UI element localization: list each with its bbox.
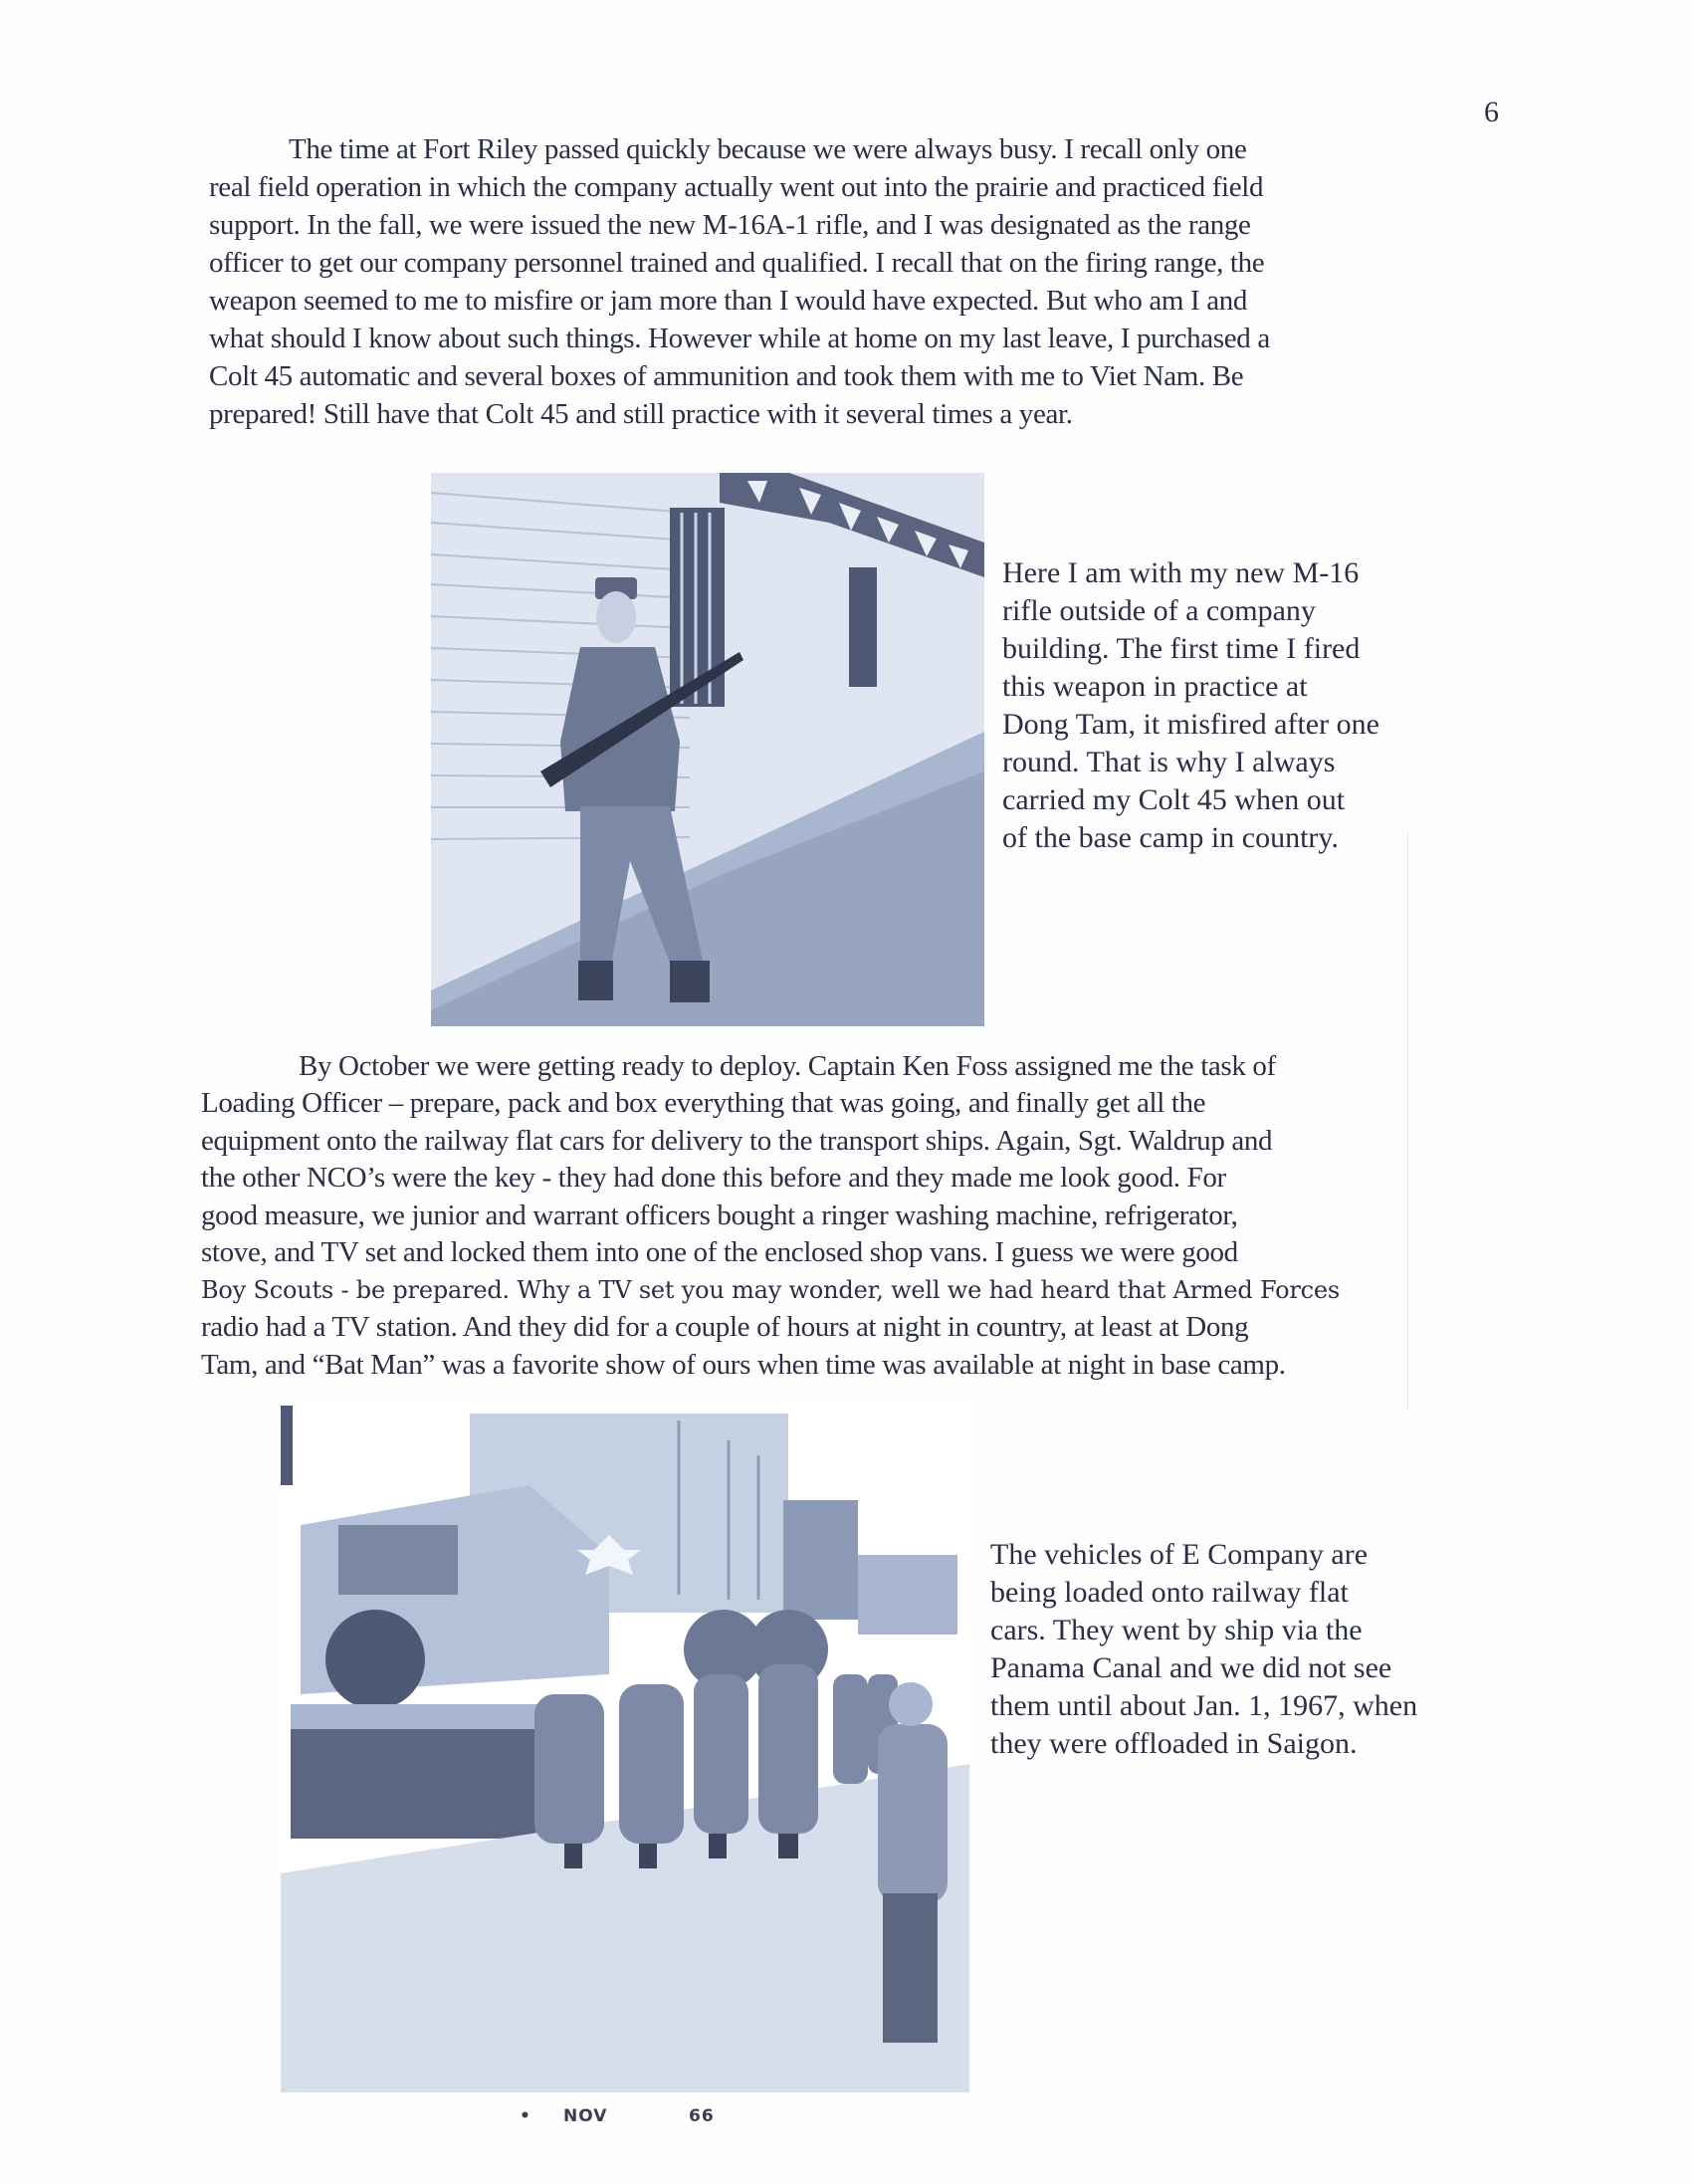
caption-2-line: cars. They went by ship via the <box>990 1614 1363 1646</box>
caption-1-line: round. That is why I always <box>1002 746 1336 778</box>
print-stamp-year: 66 <box>689 2106 715 2126</box>
caption-2-line: Panama Canal and we did not see <box>990 1651 1392 1684</box>
caption-1-line: this weapon in practice at <box>1002 670 1308 703</box>
third-van <box>858 1555 957 1635</box>
second-van <box>783 1500 858 1620</box>
paragraph-2-line: stove, and TV set and locked them into one of the enclosed shop vans. I guess we were good <box>201 1236 1238 1268</box>
caption-1-line: Dong Tam, it misfired after one <box>1002 708 1379 741</box>
caption-1-line: rifle outside of a company <box>1002 594 1316 627</box>
print-stamp-month: NOV <box>563 2106 608 2126</box>
photo-loading-illustration <box>281 1406 969 2092</box>
photo-vehicles-loading <box>281 1406 969 2092</box>
scan-margin-line <box>1407 831 1408 1409</box>
foreground-soldier <box>878 1724 948 1903</box>
railway-flat-car <box>291 1719 549 1839</box>
paragraph-1-line: Colt 45 automatic and several boxes of ammunition and took them with me to Viet Nam. Be <box>209 360 1244 392</box>
paragraph-2-line: equipment onto the railway flat cars for delivery to the transport ships. Again, Sgt. Waldrup and <box>201 1125 1273 1157</box>
caption-1-line: of the base camp in country. <box>1002 821 1339 854</box>
paragraph-2-line: good measure, we junior and warrant officers bought a ringer washing machine, refrigerator, <box>201 1200 1238 1231</box>
paragraph-1-line: what should I know about such things. However while at home on my last leave, I purchased a <box>209 323 1270 354</box>
caption-2-line: them until about Jan. 1, 1967, when <box>990 1689 1418 1722</box>
caption-2-line: they were offloaded in Saigon. <box>990 1727 1358 1760</box>
paragraph-1-line: The time at Fort Riley passed quickly because we were always busy. I recall only one <box>289 133 1247 165</box>
photo-edge-mark <box>281 1406 293 1485</box>
truck-wheel-front <box>325 1610 425 1709</box>
paragraph-2-line: By October we were getting ready to deploy. Captain Ken Foss assigned me the task of <box>299 1050 1276 1082</box>
paragraph-2-line: the other NCO’s were the key - they had done this before and they made me look good. For <box>201 1162 1226 1194</box>
paragraph-1-line: weapon seemed to me to misfire or jam more than I would have expected. But who am I and <box>209 285 1248 317</box>
paragraph-2-line: Boy Scouts - be prepared. Why a TV set you may wonder, well we had heard that Armed Forces <box>201 1276 1341 1304</box>
paragraph-1-line: officer to get our company personnel trained and qualified. I recall that on the firing range, the <box>209 247 1265 279</box>
paragraph-2-line: radio had a TV station. And they did for a couple of hours at night in country, at least at Dong <box>201 1311 1249 1343</box>
caption-1-line: building. The first time I fired <box>1002 632 1361 665</box>
caption-1-line: Here I am with my new M-16 <box>1002 556 1360 589</box>
caption-1-line: carried my Colt 45 when out <box>1002 783 1346 816</box>
window-bars-right <box>849 567 877 687</box>
caption-2-line: being loaded onto railway flat <box>990 1576 1349 1609</box>
photo-soldier-illustration <box>431 473 984 1026</box>
photo-soldier-with-rifle <box>431 473 984 1026</box>
paragraph-1-line: real field operation in which the company actually went out into the prairie and practiced field <box>209 171 1264 203</box>
paragraph-2-line: Loading Officer – prepare, pack and box everything that was going, and finally get all the <box>201 1087 1206 1119</box>
right-boot <box>670 961 710 1002</box>
truck-grille <box>338 1525 458 1595</box>
caption-2-line: The vehicles of E Company are <box>990 1538 1369 1571</box>
left-boot <box>578 961 613 1000</box>
paragraph-2-line: Tam, and “Bat Man” was a favorite show of ours when time was available at night in base camp. <box>201 1349 1286 1381</box>
paragraph-1-line: prepared! Still have that Colt 45 and still practice with it several times a year. <box>209 398 1073 430</box>
soldier-face <box>596 591 636 643</box>
print-stamp-dot: • <box>520 2106 531 2126</box>
page-number: 6 <box>1484 96 1499 128</box>
paragraph-1-line: support. In the fall, we were issued the new M-16A-1 rifle, and I was designated as the range <box>209 209 1251 241</box>
